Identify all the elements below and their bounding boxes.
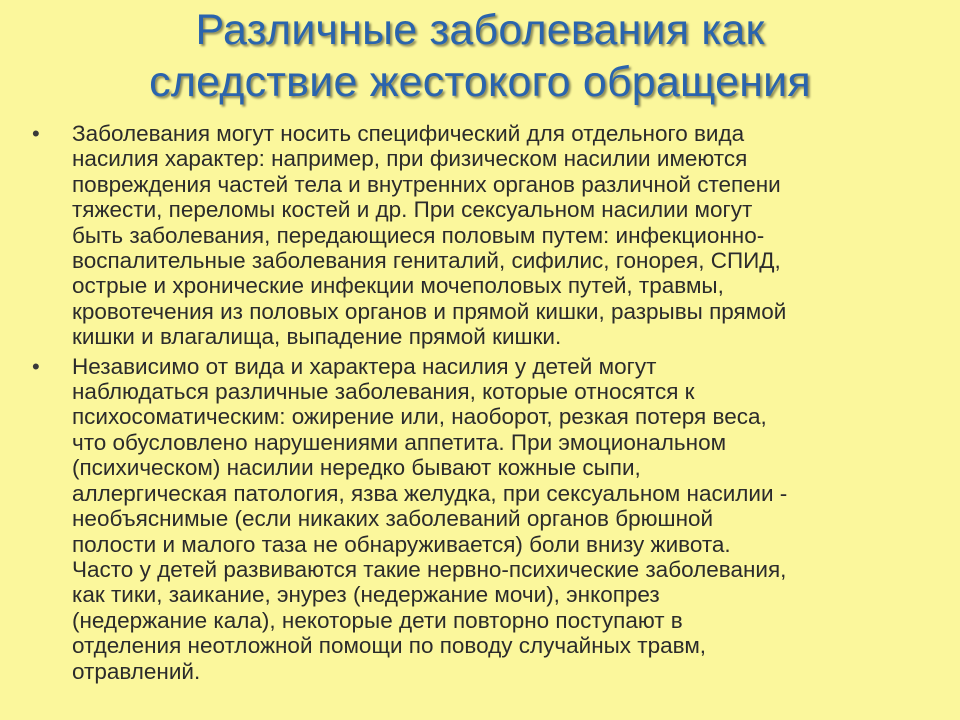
slide-title: [0, 4, 960, 108]
title-line-2: следствие жестокого обращения: [149, 58, 811, 106]
bullet-item-psychosomatic: [30, 354, 945, 684]
text-line: отравлений.: [72, 658, 201, 684]
text-line: (психическом) насилии нередко бывают кожные сыпи,: [72, 455, 641, 481]
text-line: Заболевания могут носить специфический для отдельного вида: [72, 121, 745, 146]
text-line: аллергическая патология, язва желудка, при сексуальном насилии -: [72, 480, 788, 506]
bullet-list: [30, 121, 945, 688]
text-line: острые и хронические инфекции мочеполовых путей, травмы,: [72, 273, 724, 299]
text-line: что обусловлено нарушениями аппетита. При эмоциональном: [72, 429, 727, 455]
text-line: (недержание кала), некоторые дети повторно поступают в: [72, 607, 683, 633]
bullet-text: [72, 354, 945, 684]
bullet-dot-icon: •: [32, 121, 40, 146]
text-line: быть заболевания, передающиеся половым путем: инфекционно-: [72, 222, 765, 248]
text-line: как тики, заикание, энурез (недержание мочи), энкопрез: [72, 582, 660, 608]
text-line: наблюдаться различные заболевания, которые относятся к: [72, 379, 695, 405]
text-line: Независимо от вида и характера насилия у детей могут: [72, 353, 657, 379]
text-line: повреждения частей тела и внутренних органов различной степени: [72, 171, 781, 197]
title-line-1: Различные заболевания как: [195, 6, 765, 54]
text-line: отделения неотложной помощи по поводу случайных травм,: [72, 633, 707, 659]
text-line: Часто у детей развиваются такие нервно-психические заболевания,: [72, 556, 787, 582]
text-line: тяжести, переломы костей и др. При сексуальном насилии могут: [72, 197, 753, 223]
text-line: кишки и влагалища, выпадение прямой кишки.: [72, 324, 562, 350]
text-line: необъяснимые (если никаких заболеваний органов брюшной: [72, 506, 714, 532]
text-line: кровотечения из половых органов и прямой кишки, разрывы прямой: [72, 298, 787, 324]
bullet-item-physical-sexual: [30, 121, 945, 350]
bullet-text: [72, 121, 945, 350]
text-line: психосоматическим: ожирение или, наоборот, резкая потеря веса,: [72, 404, 767, 430]
text-line: полости и малого таза не обнаруживается) боли внизу живота.: [72, 531, 731, 557]
text-line: воспалительные заболевания гениталий, сифилис, гонорея, СПИД,: [72, 248, 781, 274]
bullet-dot-icon: •: [32, 353, 40, 379]
text-line: насилия характер: например, при физическом насилии имеются: [72, 146, 748, 172]
